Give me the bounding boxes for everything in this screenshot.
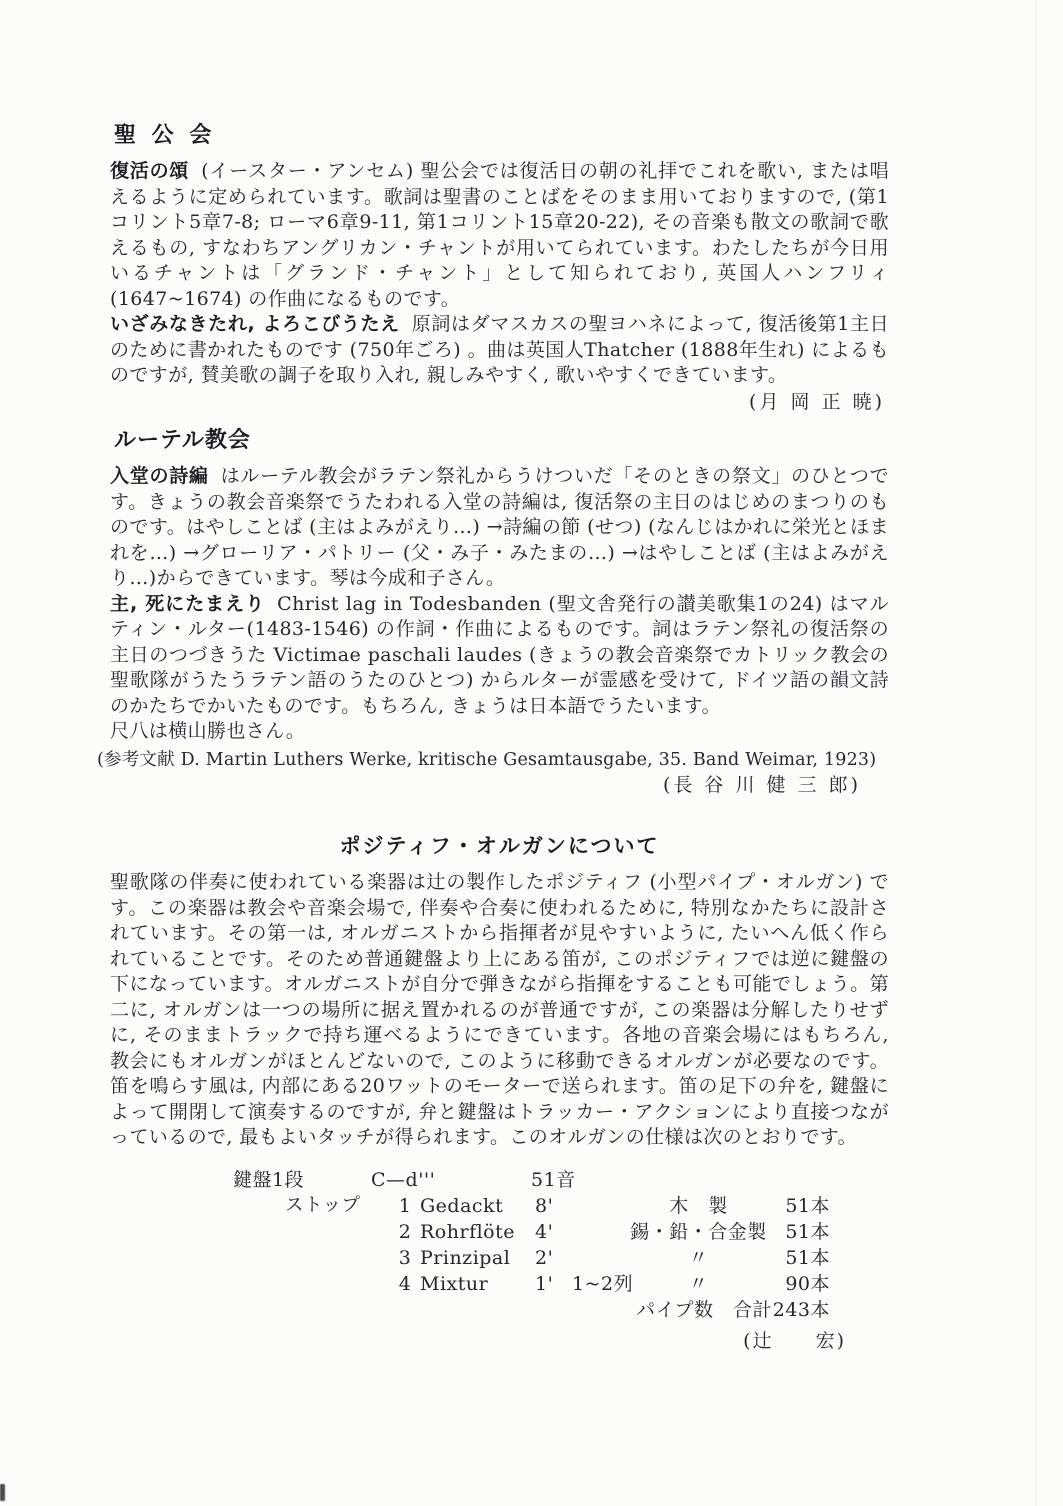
reference-citation: (参考文献 D. Martin Luthers Werke, kritische Gesamtausgabe, 35. Band Weimar, 1923): [97, 749, 877, 770]
stop-pipe-count: 51本: [785, 1246, 830, 1269]
stop-ranks: [572, 1219, 625, 1245]
paragraph-lead-easter-anthem: 復活の頌: [110, 160, 190, 182]
stop-material: 錫・鉛・合金製: [630, 1220, 767, 1243]
stop-pitch: 4': [535, 1220, 554, 1243]
paragraph-shakuhachi: 尺八は横山勝也さん。: [110, 720, 306, 742]
section-heading-positive-organ: ポジティフ・オルガンについて: [339, 834, 660, 858]
pipe-total-value: 243本: [772, 1298, 830, 1321]
paragraph-text-come-rejoice: 原詞はダマスカスの聖ヨハネによって, 復活後第1主日のために書かれたものです (750年ごろ) 。曲は英国人Thatcher (1888年生れ) によるものですが, 賛美歌の調子を取り入れ, 親しみやすく, 歌いやすくできています。: [110, 313, 890, 386]
stop-name: Rohrflöte: [420, 1220, 515, 1243]
author-credit-tsuji: (辻 宏): [743, 1329, 846, 1352]
paragraph-introit-psalm: [110, 464, 889, 592]
scan-speck: [0, 1484, 5, 1501]
stop-number: 4: [398, 1272, 412, 1295]
section-heading-lutheran: ルーテル教会: [114, 428, 251, 453]
pipe-total-label: パイプ数 合計: [636, 1298, 772, 1321]
stop-ranks: 1~2列: [572, 1272, 634, 1295]
paragraph-easter-anthem: [110, 159, 889, 312]
stop-pipe-count: 51本: [785, 1194, 830, 1217]
spec-row-stop-1: [233, 1193, 830, 1219]
stop-pitch: 2': [535, 1246, 554, 1269]
stop-pipe-count: 90本: [785, 1272, 830, 1295]
stop-material-ditto: 〃: [688, 1272, 709, 1295]
paragraph-christ-lag: [110, 592, 889, 720]
keyboard-note-count: 51音: [531, 1168, 576, 1191]
stop-material: 木 製: [669, 1194, 728, 1217]
keyboard-label: 鍵盤1段: [233, 1168, 305, 1191]
scan-edge-line: [1035, 0, 1037, 1506]
paragraph-lead-christ-lag: 主, 死にたまえり: [110, 592, 266, 615]
keyboard-range: C—d''': [371, 1168, 436, 1191]
stop-ranks: [572, 1193, 625, 1219]
stop-name: Mixtur: [420, 1272, 489, 1295]
spec-row-keyboard: [233, 1167, 830, 1193]
paragraph-come-rejoice: [110, 312, 889, 389]
stop-name: Gedackt: [420, 1194, 504, 1217]
organ-spec-table: [233, 1167, 830, 1323]
stops-label: ストップ: [285, 1194, 361, 1216]
paragraph-text-introit-psalm: はルーテル教会がラテン祭礼からうけついだ「そのときの祭文」のひとつです。きょうの教会音楽祭でうたわれる入堂の詩編は, 復活祭の主日のはじめのまつりのものです。はやしことば (主はよみがえり…) →詩編の節 (せつ) (なんじはかれに栄光とほまれを…) →グローリア・パトリー (父・み子・みたまの…) →はやしことば (主はよみがえり…)からできています。琴は今成和子さん。: [110, 465, 889, 589]
spec-row-stop-3: [233, 1245, 830, 1271]
author-credit-tsukioka: (月 岡 正 暁): [749, 390, 885, 413]
stop-pipe-count: 51本: [785, 1220, 830, 1243]
stop-number: 3: [398, 1246, 412, 1269]
stop-number: 2: [398, 1220, 412, 1243]
author-credit-hasegawa: (長 谷 川 健 三 郎): [662, 773, 861, 796]
stop-number: 1: [398, 1194, 412, 1217]
spec-row-stop-4: [233, 1271, 830, 1297]
stop-material-ditto: 〃: [688, 1246, 709, 1269]
spec-row-stop-2: [233, 1219, 830, 1245]
spec-row-total: [233, 1297, 830, 1323]
section-heading-anglican: 聖 公 会: [114, 123, 216, 148]
paragraph-organ-description: 聖歌隊の伴奏に使われている楽器は辻の製作したポジティフ (小型パイプ・オルガン) です。この楽器は教会や音楽会場で, 伴奏や合奏に使われるために, 特別なかたちに設計されています。その第一は, オルガニストから指揮者が見やすいように, たいへん低く作られていることです。そのため普通鍵盤より上にある笛が, このポジティフでは逆に鍵盤の下になっています。オルガニストが自分で弾きながら指揮をすることも可能でしょう。第二に, オルガンは一つの場所に据え置かれるのが普通ですが, この楽器は分解したりせずに, そのままトラックで持ち運べるようにできています。各地の音楽会場にはもちろん, 教会にもオルガンがほとんどないので, このように移動できるオルガンが必要なのです。笛を鳴らす風は, 内部にある20ワットのモーターで送られます。笛の足下の弁を, 鍵盤によって開閉して演奏するのですが, 弁と鍵盤はトラッカー・アクションにより直接つながっているので, 最もよいタッチが得られます。このオルガンの仕様は次のとおりです。: [110, 871, 889, 1148]
paragraph-text-christ-lag: Christ lag in Todesbanden (聖文舎発行の讃美歌集1の24) はマルティン・ルター(1483-1546) の作詞・作曲によるものです。詞はラテン祭礼の復活祭の主日のつづきうた Victimae paschali laudes (きょうの教会音楽祭でカトリック教会の聖歌隊がうたうラテン語のうたのひとつ) からルターが霊感を受けて, ドイツ語の韻文詩のかたちでかいたものです。もちろん, きょうは日本語でうたいます。: [110, 592, 889, 717]
stop-name: Prinzipal: [420, 1246, 511, 1269]
page-content: [97, 118, 890, 1362]
stop-pitch: 1': [535, 1272, 554, 1295]
paragraph-text-easter-anthem: (イースター・アンセム) 聖公会では復活日の朝の礼拝でこれを歌い, または唱えるように定められています。歌詞は聖書のことばをそのまま用いておりますので, (第1コリント5章7-8; ローマ6章9-11, 第1コリント15章20-22), その音楽も散文の歌詞で歌えるもの, すなわちアングリカン・チャントが用いてられています。わたしたちが今日用いるチャントは「グランド・チャント」として知られており, 英国人ハンフリィ (1647~1674) の作曲になるものです。: [110, 160, 890, 310]
paragraph-lead-come-rejoice: いざみなきたれ, よろこびうたえ: [110, 313, 400, 335]
paragraph-lead-introit-psalm: 入堂の詩編: [110, 465, 209, 487]
stop-ranks: [572, 1245, 625, 1271]
stop-pitch: 8': [535, 1194, 554, 1217]
